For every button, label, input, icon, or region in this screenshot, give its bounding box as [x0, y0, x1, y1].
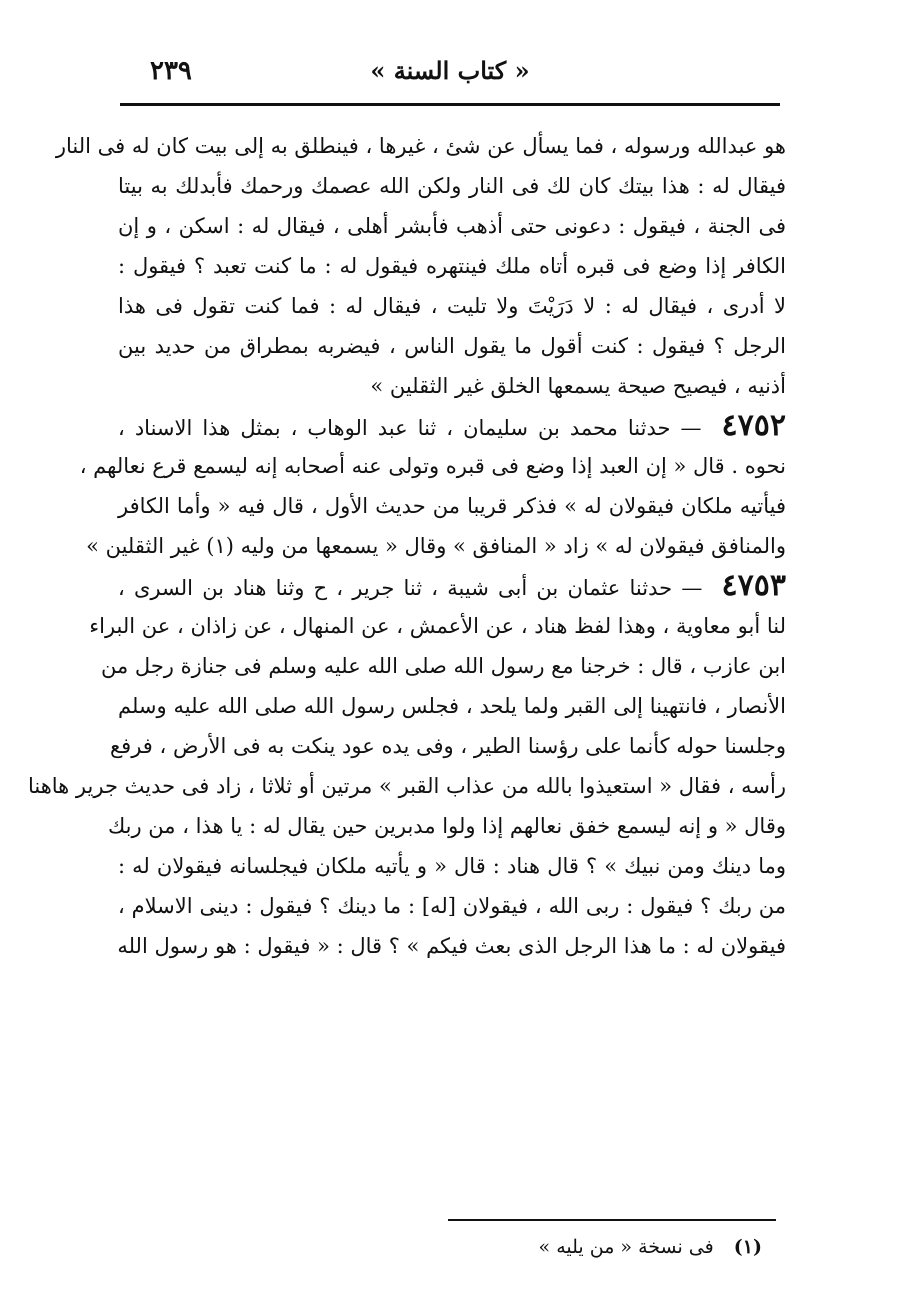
- hadith-number: ٤٧٥٢: [721, 408, 786, 443]
- footnote-mark: (١): [733, 1236, 762, 1258]
- hadith-first-line: — حدثنا عثمان بن أبى شيبة ، ثنا جرير ، ح وثنا هناد بن السرى ،: [118, 576, 703, 600]
- text-line: لا أدرى ، فيقال له : لا دَرَيْتَ ولا تليت ، فيقال له : فما كنت تقول فى هذا: [118, 294, 786, 318]
- text-line: وما دينك ومن نبيك » ؟ قال هناد : قال « و يأتيه ملكان فيجلسانه فيقولان له :: [118, 854, 786, 878]
- footnote: [539, 1236, 762, 1258]
- text-line: فيقولان له : ما هذا الرجل الذى بعث فيكم » ؟ قال : « فيقول : هو رسول الله: [117, 934, 786, 958]
- text-line: وجلسنا حوله كأنما على رؤسنا الطير ، وفى يده عود ينكت به فى الأرض ، فرفع: [110, 734, 786, 758]
- text-line: من ربك ؟ فيقول : ربى الله ، فيقولان [له] : ما دينك ؟ فيقول : دينى الاسلام ،: [118, 894, 786, 918]
- body-text: [27, 126, 786, 966]
- hadith-number: ٤٧٥٣: [721, 568, 786, 603]
- text-line: لنا أبو معاوية ، وهذا لفظ هناد ، عن الأعمش ، عن المنهال ، عن زاذان ، عن البراء: [89, 614, 786, 638]
- hadith-first-line: — حدثنا محمد بن سليمان ، ثنا عبد الوهاب ، بمثل هذا الاسناد ،: [118, 416, 702, 440]
- hadith-4753-heading: [118, 566, 786, 606]
- text-line: نحوه . قال « إن العبد إذا وضع فى قبره وتولى عنه أصحابه إنه ليسمع قرع نعالهم ،: [79, 454, 786, 478]
- running-title: « كتاب السنة »: [370, 56, 530, 85]
- page-header: [120, 52, 780, 96]
- text-line: فى الجنة ، فيقول : دعونى حتى أذهب فأبشر أهلى ، فيقال له : اسكن ، و إن: [118, 214, 786, 238]
- text-line: هو عبدالله ورسوله ، فما يسأل عن شئ ، غيرها ، فينطلق به إلى بيت كان له فى النار: [55, 134, 786, 158]
- text-line: فيقال له : هذا بيتك كان لك فى النار ولكن الله عصمك ورحمك فأبدلك به بيتا: [118, 174, 786, 198]
- text-line: رأسه ، فقال « استعيذوا بالله من عذاب القبر » مرتين أو ثلاثا ، زاد فى حديث جرير هاهنا: [27, 774, 786, 798]
- text-line: أذنيه ، فيصيح صيحة يسمعها الخلق غير الثقلين »: [370, 374, 786, 398]
- text-line: الرجل ؟ فيقول : كنت أقول ما يقول الناس ، فيضربه بمطراق من حديد بين: [118, 334, 786, 358]
- text-line: وقال « و إنه ليسمع خفق نعالهم إذا ولوا مدبرين حين يقال له : يا هذا ، من ربك: [107, 814, 786, 838]
- text-line: الكافر إذا وضع فى قبره أتاه ملك فينتهره فيقول له : ما كنت تعبد ؟ فيقول :: [118, 254, 786, 278]
- text-line: ابن عازب ، قال : خرجنا مع رسول الله صلى الله عليه وسلم فى جنازة رجل من: [101, 654, 786, 678]
- text-line: والمنافق فيقولان له » زاد « المنافق » وقال « يسمعها من وليه (١) غير الثقلين »: [86, 534, 786, 558]
- text-line: فيأتيه ملكان فيقولان له » فذكر قريبا من حديث الأول ، قال فيه « وأما الكافر: [118, 494, 786, 518]
- footnote-text: فى نسخة « من يليه »: [538, 1236, 714, 1258]
- text-line: الأنصار ، فانتهينا إلى القبر ولما يلحد ، فجلس رسول الله صلى الله عليه وسلم: [118, 694, 786, 718]
- header-rule: [120, 103, 780, 106]
- hadith-4752-heading: [118, 406, 786, 446]
- page-number: ٢٣٩: [150, 56, 192, 86]
- footnote-rule: [448, 1219, 776, 1221]
